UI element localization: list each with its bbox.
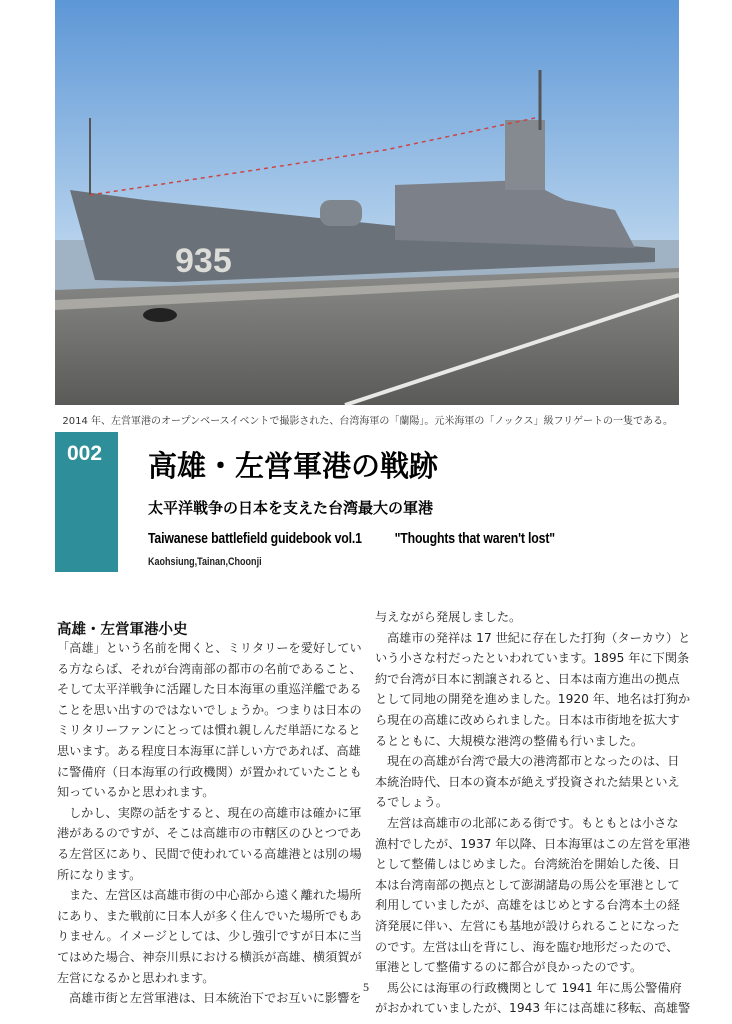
text-line: 港があるのですが、そこは高雄市の市轄区のひとつであ <box>57 826 362 841</box>
frigate-image <box>55 0 679 405</box>
text-line: てはめた場合、神奈川県における横浜が高雄、横須賀が <box>57 949 362 964</box>
text-line: ことを思い出すのではないでしょうか。つまりは日本の <box>57 702 362 717</box>
places-line: Kaohsiung,Tainan,Choonji <box>148 556 262 568</box>
text-line: る左営区にあり、民間で使われている高雄港とは別の場 <box>57 846 362 861</box>
text-line: 高雄市の発祥は 17 世紀に存在した打狗（ターカウ）と <box>387 630 691 645</box>
series-name: Taiwanese battlefield guidebook vol.1 <box>148 530 362 547</box>
text-line: 利用していましたが、高雄をはじめとする台湾本土の経 <box>375 898 680 913</box>
text-line: 本統治時代、日本の資本が絶えず投資された結果といえ <box>375 774 680 789</box>
text-line: 与えながら発展しました。 <box>375 610 522 624</box>
text-line: 思います。ある程度日本海軍に詳しい方であれば、高雄 <box>57 743 361 758</box>
text-line: がおかれていましたが、1943 年には高雄に移転、高雄警 <box>375 1001 691 1016</box>
chapter-number-box <box>55 432 118 572</box>
text-line: 現在の高雄が台湾で最大の港湾都市となったのは、日 <box>387 754 680 769</box>
text-line: いう小さな村だったといわれています。1895 年に下関条 <box>375 651 690 666</box>
text-line: 左営は高雄市の北部にある街です。もともとは小さな <box>387 815 679 830</box>
text-line: ミリタリーファンにとっては慣れ親しんだ単語になると <box>57 723 361 738</box>
text-line: しかし、実際の話をすると、現在の高雄市は確かに軍 <box>69 805 362 820</box>
page-number: 5 <box>363 980 369 994</box>
text-line: 高雄市街と左営軍港は、日本統治下でお互いに影響を <box>69 991 362 1006</box>
series-line <box>148 530 588 547</box>
text-line: 軍港として整備するのに都合が良かったのです。 <box>375 960 643 975</box>
text-line: ら現在の高雄に改められました。日本は市街地を拡大す <box>375 712 680 727</box>
right-column <box>375 607 690 1019</box>
text-line: 漁村でしたが、1937 年以降、日本海軍はこの左営を軍港 <box>375 836 691 851</box>
page-title: 高雄・左営軍港の戦跡 <box>148 449 439 483</box>
text-line: として整備しはじめました。台湾統治を開始した後、日 <box>375 857 680 872</box>
text-line: 「高雄」という名前を聞くと、ミリタリーを愛好してい <box>57 641 362 655</box>
section-heading: 高雄・左営軍港小史 <box>57 622 188 638</box>
text-line: にあり、また戦前に日本人が多く住んでいた場所でもあ <box>57 908 362 923</box>
text-line: 済発展に伴い、左営にも基地が設けられることになった <box>375 918 680 933</box>
series-title: "Thoughts that waren't lost" <box>394 530 555 547</box>
text-line: 所になります。 <box>57 867 142 882</box>
text-line: りません。イメージとしては、少し強引ですが日本に当 <box>57 929 363 944</box>
text-line: るとともに、大規模な港湾の整備も行いました。 <box>375 733 644 748</box>
warship-photo <box>55 0 679 405</box>
text-line: また、左営区は高雄市街の中心部から遠く離れた場所 <box>69 888 362 903</box>
page-subtitle: 太平洋戦争の日本を支えた台湾最大の軍港 <box>148 499 434 517</box>
text-line: に警備府（日本海軍の行政機関）が置かれていたことも <box>57 764 362 779</box>
text-line: るでしょう。 <box>375 795 449 810</box>
chapter-number: 002 <box>67 442 103 465</box>
left-column <box>57 638 362 1009</box>
photo-caption: 2014 年、左営軍港のオープンベースイベントで撮影された、台湾海軍の「蘭陽」。元米海軍の「ノックス」級フリゲートの一隻である。 <box>62 416 673 427</box>
text-line: 左営になるかと思われます。 <box>57 970 215 985</box>
text-line: そして太平洋戦争に活躍した日本海軍の重巡洋艦である <box>57 682 362 697</box>
text-line: のです。左営は山を背にし、海を臨む地形だったので、 <box>375 939 679 954</box>
hull-number: 935 <box>175 242 232 280</box>
text-line: 知っているかと思われます。 <box>57 785 215 800</box>
text-line: 本は台湾南部の拠点として澎湖諸島の馬公を軍港として <box>375 877 680 892</box>
text-line: る方ならば、それが台湾南部の都市の名前であること、 <box>57 661 362 676</box>
text-line: として同地の開発を進めました。1920 年、地名は打狗か <box>375 692 691 707</box>
text-line: 約で台湾が日本に割譲されると、日本は南方進出の拠点 <box>375 671 680 686</box>
text-line: 馬公には海軍の行政機関として 1941 年に馬公警備府 <box>387 980 682 995</box>
